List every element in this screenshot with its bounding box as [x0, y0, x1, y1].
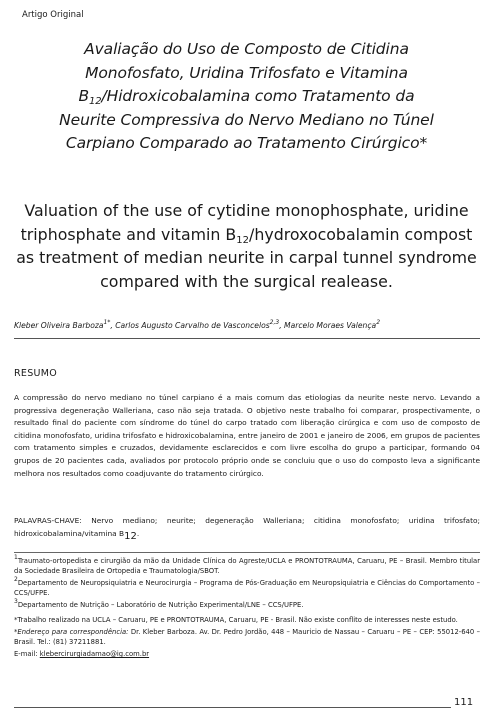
footnote-divider [14, 552, 480, 553]
title-pt-line: Monofosfato, Uridina Trifosfato e Vitamina [85, 63, 408, 82]
author-name: , Marcelo Moraes Valença [279, 321, 377, 330]
page-number: 111 [454, 697, 474, 708]
footnote-email: E-mail: klebercirurgiadamao@ig.com.br [14, 650, 150, 658]
title-en-line: Valuation of the use of cytidine monophosphate, uridine [24, 201, 469, 220]
keywords-label: PALAVRAS-CHAVE: [14, 516, 82, 525]
title-en-line: compared with the surgical realease. [100, 271, 393, 291]
section-tag: Artigo Original [22, 10, 84, 20]
footer-rule [14, 707, 451, 708]
footnote-affiliation-2: $^2$Departamento de Neuropsiquiatria e Neurocirurgia – Programa de Pós-Graduação em Neuropsiquiatria e Ciências do Comportamento – CCS/UFPE. [14, 576, 480, 597]
footnote-correspondence: *Endereço para correspondência: Dr. Kleber Barboza. Av. Dr. Pedro Jordão, 448 – Mauricio de Nassau – Caruaru – PE – CEP: 55012-640 – Brasil. Tel.: (81) 37211881. [14, 628, 480, 646]
title-pt-line: Carpiano Comparado ao Tratamento Cirúrgico* [65, 134, 428, 152]
author-affiliation: 1* [103, 319, 111, 326]
title-pt-line: $B_{12}$/Hidroxicobalamina como Tratamento da [78, 87, 415, 107]
title-pt-line: Avaliação do Uso de Composto de Citidina [84, 40, 409, 58]
title-en-line: as treatment of median neurite in carpal tunnel syndrome [16, 248, 477, 267]
author-affiliation: 2,3 [269, 319, 280, 326]
footnote-affiliation-3: $^3$Departamento de Nutrição – Laboratório de Nutrição Experimental/LNE – CCS/UFPE. [14, 598, 304, 609]
footnote-affiliation-1: $^1$Traumato-ortopedista e cirurgião da mão da Unidade Clínica do Agreste/UCLA e PRONTOTRAUMA, Caruaru, PE – Brasil. Membro titular da Sociedade Brasileira de Ortopedia e Traumatologia/SBOT. [14, 554, 480, 575]
title-en-line: triphosphate and vitamin $B_{12}$/hydroxocobalamin compost [20, 224, 473, 246]
author-name: , Carlos Augusto Carvalho de Vasconcelos [110, 321, 270, 330]
abstract-heading: RESUMO [14, 368, 58, 379]
title-english [14, 199, 479, 293]
author-list [14, 321, 484, 330]
abstract-body: A compressão do nervo mediano no túnel carpiano é a mais comum das etiologias da neurite neste nervo. Levando a progressiva degeneração Walleriana, caso não seja tratada. O objetivo neste trabalho foi comparar, prospectivamente, o resultado final do paciente com síndrome do túnel do carpo tratado com liberação cirúrgica e com uso de composto de citidina monofosfato, uridina trifosfato e hidroxicobalamina, entre janeiro de 2001 e janeiro de 2006, em grupos de pacientes com tratamento simples e cruzados, devidamente esclarecidos e com livre escolha do grupo a participar, formando 04 grupos de 20 pacientes cada, avaliados por protocolo próprio onde se concluiu que o uso do composto leva a significante melhora nos resultados como coadjuvante do tratamento cirúrgico. [14, 393, 480, 478]
title-portuguese [14, 38, 479, 156]
footnote-work-location: *Trabalho realizado na UCLA – Caruaru, PE e PRONTOTRAUMA, Caruaru, PE - Brasil. Não existe conflito de interesses neste estudo. [14, 616, 458, 624]
author-name: Kleber Oliveira Barboza [14, 321, 104, 330]
author-affiliation: 2 [376, 319, 381, 326]
email-link[interactable]: klebercirurgiadamao@ig.com.br [39, 650, 150, 658]
title-pt-line: Neurite Compressiva do Nervo Mediano no Túnel [59, 110, 434, 129]
author-divider [14, 338, 480, 339]
keywords: PALAVRAS-CHAVE: Nervo mediano; neurite; degeneração Walleriana; citidina monofosfato; uridina trifosfato; hidroxicobalamina/vitamina $B_{12}$. [14, 516, 480, 542]
footnotes [14, 556, 480, 661]
